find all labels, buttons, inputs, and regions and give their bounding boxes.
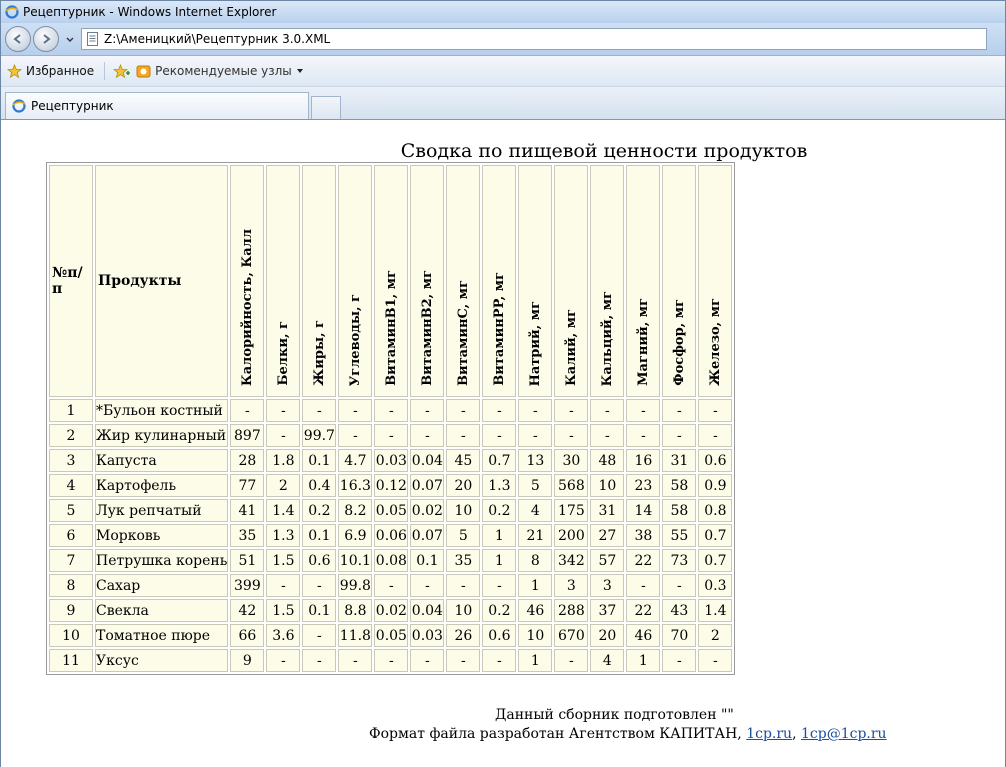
cell-value: 35 <box>230 524 264 547</box>
cell-product: Морковь <box>95 524 228 547</box>
cell-value: - <box>266 399 300 422</box>
cell-value: - <box>662 399 696 422</box>
header-vitamin-pp <box>482 165 516 397</box>
cell-value: 20 <box>446 474 480 497</box>
cell-value: 1 <box>518 649 552 672</box>
cell-value: 399 <box>230 574 264 597</box>
table-row <box>49 599 732 622</box>
cell-number: 9 <box>49 599 93 622</box>
tab-label: Рецептурник <box>31 99 114 113</box>
header-vitamin-c-label: ВитаминC, мг <box>455 280 471 386</box>
header-vitamin-b2 <box>410 165 444 397</box>
cell-value: 0.8 <box>698 499 732 522</box>
site-link[interactable]: 1cp.ru <box>746 726 793 742</box>
cell-value: 1.5 <box>266 599 300 622</box>
cell-value: 0.05 <box>374 624 408 647</box>
page-title: Сводка по пищевой ценности продуктов <box>400 140 808 162</box>
cell-product: Свекла <box>95 599 228 622</box>
suggested-sites-icon <box>136 64 151 79</box>
header-vitamin-b1 <box>374 165 408 397</box>
footer-link-separator: , <box>792 726 797 742</box>
page-content <box>1 119 1005 767</box>
header-vitamin-b1-label: ВитаминB1, мг <box>383 270 399 386</box>
add-favorite-icon[interactable] <box>113 64 130 79</box>
cell-value: 0.05 <box>374 499 408 522</box>
cell-value: 21 <box>518 524 552 547</box>
back-arrow-icon <box>12 33 24 45</box>
internet-explorer-icon <box>12 99 26 113</box>
cell-value: 0.7 <box>698 524 732 547</box>
header-phosphorus <box>662 165 696 397</box>
header-phosphorus-label: Фосфор, мг <box>671 299 687 386</box>
cell-value: 2 <box>698 624 732 647</box>
cell-value: 27 <box>590 524 624 547</box>
favorites-bar <box>1 56 1005 87</box>
cell-value: - <box>518 399 552 422</box>
cell-value: 0.7 <box>698 549 732 572</box>
cell-value: - <box>374 424 408 447</box>
header-carbs-label: Углеводы, г <box>347 293 363 386</box>
cell-value: 670 <box>554 624 588 647</box>
cell-value: - <box>518 424 552 447</box>
cell-value: 2 <box>266 474 300 497</box>
header-calcium-label: Кальций, мг <box>599 290 615 386</box>
star-icon <box>7 64 22 79</box>
cell-value: 51 <box>230 549 264 572</box>
cell-value: 1.4 <box>266 499 300 522</box>
cell-value: 0.02 <box>410 499 444 522</box>
header-vitamin-b2-label: ВитаминB2, мг <box>419 270 435 386</box>
favorites-separator <box>104 62 105 80</box>
back-button[interactable] <box>5 26 31 52</box>
cell-value: 10 <box>518 624 552 647</box>
cell-value: 22 <box>626 549 660 572</box>
cell-value: 0.2 <box>302 499 336 522</box>
cell-value: 8 <box>518 549 552 572</box>
cell-value: - <box>374 649 408 672</box>
footer-format-note <box>369 726 887 742</box>
cell-value: 28 <box>230 449 264 472</box>
cell-value: - <box>266 574 300 597</box>
cell-value: 0.3 <box>698 574 732 597</box>
cell-value: - <box>698 649 732 672</box>
header-calcium <box>590 165 624 397</box>
chevron-down-icon <box>296 67 304 75</box>
header-protein-label: Белки, г <box>275 321 291 386</box>
cell-value: 3 <box>554 574 588 597</box>
cell-value: 37 <box>590 599 624 622</box>
cell-product: Петрушка корень <box>95 549 228 572</box>
cell-value: - <box>482 574 516 597</box>
cell-number: 5 <box>49 499 93 522</box>
cell-value: 35 <box>446 549 480 572</box>
cell-value: 10 <box>446 499 480 522</box>
table-body <box>49 399 732 672</box>
cell-value: 46 <box>518 599 552 622</box>
table-row <box>49 499 732 522</box>
header-sodium <box>518 165 552 397</box>
cell-value: 0.1 <box>410 549 444 572</box>
cell-value: - <box>302 574 336 597</box>
cell-value: 0.1 <box>302 524 336 547</box>
address-url: Z:\Аменицкий\Рецептурник 3.0.XML <box>104 32 331 46</box>
cell-value: - <box>410 424 444 447</box>
cell-value: 897 <box>230 424 264 447</box>
cell-value: - <box>554 649 588 672</box>
cell-value: 0.9 <box>698 474 732 497</box>
header-carbs <box>338 165 372 397</box>
cell-number: 2 <box>49 424 93 447</box>
cell-value: 99.7 <box>302 424 336 447</box>
cell-number: 3 <box>49 449 93 472</box>
cell-value: 1 <box>626 649 660 672</box>
table-row <box>49 574 732 597</box>
cell-value: - <box>590 399 624 422</box>
cell-value: - <box>374 399 408 422</box>
cell-value: 9 <box>230 649 264 672</box>
cell-value: - <box>662 574 696 597</box>
cell-value: - <box>302 399 336 422</box>
cell-value: 10.1 <box>338 549 372 572</box>
header-iron <box>698 165 732 397</box>
cell-value: 43 <box>662 599 696 622</box>
forward-arrow-icon <box>40 33 52 45</box>
cell-value: 38 <box>626 524 660 547</box>
cell-value: 0.1 <box>302 449 336 472</box>
cell-value: 0.1 <box>302 599 336 622</box>
cell-value: 0.06 <box>374 524 408 547</box>
table-row <box>49 399 732 422</box>
header-sodium-label: Натрий, мг <box>527 300 543 386</box>
cell-value: 0.6 <box>302 549 336 572</box>
cell-value: 1.3 <box>266 524 300 547</box>
table-row <box>49 624 732 647</box>
cell-value: - <box>446 399 480 422</box>
cell-value: 16 <box>626 449 660 472</box>
nutrition-table <box>46 162 735 675</box>
cell-value: 0.03 <box>374 449 408 472</box>
cell-number: 1 <box>49 399 93 422</box>
cell-value: - <box>302 624 336 647</box>
cell-value: - <box>338 399 372 422</box>
header-vitamin-c <box>446 165 480 397</box>
cell-value: 6.9 <box>338 524 372 547</box>
cell-value: 41 <box>230 499 264 522</box>
cell-value: - <box>626 399 660 422</box>
new-tab-button[interactable] <box>311 96 341 119</box>
cell-value: 0.07 <box>410 524 444 547</box>
cell-value: - <box>482 399 516 422</box>
cell-value: - <box>338 424 372 447</box>
forward-button[interactable] <box>33 26 59 52</box>
cell-value: 14 <box>626 499 660 522</box>
header-magnesium-label: Магний, мг <box>635 298 651 386</box>
table-row <box>49 549 732 572</box>
cell-value: 8.8 <box>338 599 372 622</box>
cell-number: 6 <box>49 524 93 547</box>
cell-value: 3.6 <box>266 624 300 647</box>
table-row <box>49 649 732 672</box>
cell-value: 58 <box>662 499 696 522</box>
favorites-label: Избранное <box>26 64 95 78</box>
cell-value: - <box>410 649 444 672</box>
table-row <box>49 524 732 547</box>
cell-value: 0.2 <box>482 499 516 522</box>
header-magnesium <box>626 165 660 397</box>
cell-value: - <box>554 399 588 422</box>
cell-value: 4 <box>590 649 624 672</box>
cell-value: - <box>374 574 408 597</box>
header-product: Продукты <box>95 165 228 397</box>
cell-value: 31 <box>662 449 696 472</box>
cell-number: 10 <box>49 624 93 647</box>
cell-product: Томатное пюре <box>95 624 228 647</box>
cell-value: - <box>662 424 696 447</box>
cell-value: 10 <box>590 474 624 497</box>
cell-value: 66 <box>230 624 264 647</box>
cell-product: Сахар <box>95 574 228 597</box>
header-number: №п/п <box>49 165 93 397</box>
table-row <box>49 474 732 497</box>
suggested-sites-button[interactable] <box>136 64 308 79</box>
suggested-sites-label: Рекомендуемые узлы <box>155 64 292 78</box>
cell-value: 16.3 <box>338 474 372 497</box>
cell-value: 1.3 <box>482 474 516 497</box>
cell-value: 0.4 <box>302 474 336 497</box>
cell-value: - <box>302 649 336 672</box>
cell-value: 55 <box>662 524 696 547</box>
cell-value: - <box>482 649 516 672</box>
cell-value: 0.08 <box>374 549 408 572</box>
cell-value: 0.03 <box>410 624 444 647</box>
footer-format-text: Формат файла разработан Агентством КАПИТАН, <box>369 726 742 742</box>
cell-value: 1 <box>482 524 516 547</box>
cell-value: 200 <box>554 524 588 547</box>
cell-value: 58 <box>662 474 696 497</box>
cell-value: - <box>266 649 300 672</box>
history-dropdown-icon[interactable] <box>65 34 75 44</box>
header-calories-label: Калорийность, Калл <box>239 228 255 386</box>
cell-value: - <box>482 424 516 447</box>
table-row <box>49 424 732 447</box>
cell-number: 11 <box>49 649 93 672</box>
header-fat <box>302 165 336 397</box>
cell-value: - <box>698 424 732 447</box>
document-icon <box>86 32 99 46</box>
cell-value: 288 <box>554 599 588 622</box>
internet-explorer-icon <box>5 5 19 19</box>
cell-value: 1.5 <box>266 549 300 572</box>
cell-value: 0.04 <box>410 449 444 472</box>
footer-compiled-note: Данный сборник подготовлен "" <box>495 707 734 723</box>
cell-value: 30 <box>554 449 588 472</box>
cell-product: Жир кулинарный <box>95 424 228 447</box>
cell-value: 73 <box>662 549 696 572</box>
address-bar <box>1 23 1005 56</box>
cell-value: - <box>554 424 588 447</box>
header-iron-label: Железо, мг <box>707 297 723 386</box>
cell-value: 46 <box>626 624 660 647</box>
cell-value: 1 <box>482 549 516 572</box>
window-title: Рецептурник - Windows Internet Explorer <box>23 5 277 19</box>
cell-value: 22 <box>626 599 660 622</box>
cell-value: 0.04 <box>410 599 444 622</box>
cell-value: 0.2 <box>482 599 516 622</box>
cell-value: 42 <box>230 599 264 622</box>
header-fat-label: Жиры, г <box>311 320 327 386</box>
cell-value: - <box>590 424 624 447</box>
cell-value: 11.8 <box>338 624 372 647</box>
cell-value: - <box>446 649 480 672</box>
cell-value: - <box>410 399 444 422</box>
cell-value: 568 <box>554 474 588 497</box>
cell-product: Капуста <box>95 449 228 472</box>
cell-value: 342 <box>554 549 588 572</box>
cell-value: - <box>230 399 264 422</box>
cell-value: 175 <box>554 499 588 522</box>
cell-value: 26 <box>446 624 480 647</box>
header-calories <box>230 165 264 397</box>
cell-value: - <box>446 574 480 597</box>
cell-value: 0.7 <box>482 449 516 472</box>
cell-value: 45 <box>446 449 480 472</box>
cell-value: 10 <box>446 599 480 622</box>
cell-number: 4 <box>49 474 93 497</box>
table-header-row <box>49 165 732 397</box>
header-potassium-label: Калий, мг <box>563 308 579 386</box>
cell-value: 77 <box>230 474 264 497</box>
address-input[interactable] <box>81 28 987 50</box>
cell-value: 70 <box>662 624 696 647</box>
cell-product: Картофель <box>95 474 228 497</box>
cell-value: 57 <box>590 549 624 572</box>
cell-value: 0.07 <box>410 474 444 497</box>
cell-value: 0.12 <box>374 474 408 497</box>
favorites-button[interactable] <box>7 64 94 79</box>
cell-value: - <box>338 649 372 672</box>
cell-value: - <box>446 424 480 447</box>
cell-value: 1.8 <box>266 449 300 472</box>
cell-number: 8 <box>49 574 93 597</box>
cell-value: - <box>410 574 444 597</box>
cell-value: 4 <box>518 499 552 522</box>
header-vitamin-pp-label: ВитаминPP, мг <box>491 272 507 386</box>
cell-value: 8.2 <box>338 499 372 522</box>
header-protein <box>266 165 300 397</box>
cell-value: 31 <box>590 499 624 522</box>
cell-value: 99.8 <box>338 574 372 597</box>
cell-value: 0.02 <box>374 599 408 622</box>
cell-product: *Бульон костный <box>95 399 228 422</box>
cell-value: 20 <box>590 624 624 647</box>
table-row <box>49 449 732 472</box>
title-bar <box>1 1 1005 23</box>
cell-value: - <box>662 649 696 672</box>
cell-product: Лук репчатый <box>95 499 228 522</box>
cell-value: 4.7 <box>338 449 372 472</box>
cell-value: 1 <box>518 574 552 597</box>
cell-value: 0.6 <box>698 449 732 472</box>
cell-value: - <box>266 424 300 447</box>
cell-value: 23 <box>626 474 660 497</box>
cell-value: - <box>626 424 660 447</box>
cell-product: Уксус <box>95 649 228 672</box>
cell-value: 5 <box>518 474 552 497</box>
cell-value: 3 <box>590 574 624 597</box>
cell-value: 48 <box>590 449 624 472</box>
cell-number: 7 <box>49 549 93 572</box>
cell-value: - <box>626 574 660 597</box>
cell-value: 5 <box>446 524 480 547</box>
tab-bar <box>1 87 1005 120</box>
cell-value: 13 <box>518 449 552 472</box>
header-potassium <box>554 165 588 397</box>
email-link[interactable]: 1cp@1cp.ru <box>800 726 887 742</box>
cell-value: 1.4 <box>698 599 732 622</box>
tab-recipe-book[interactable] <box>5 92 309 119</box>
cell-value: - <box>698 399 732 422</box>
cell-value: 0.6 <box>482 624 516 647</box>
